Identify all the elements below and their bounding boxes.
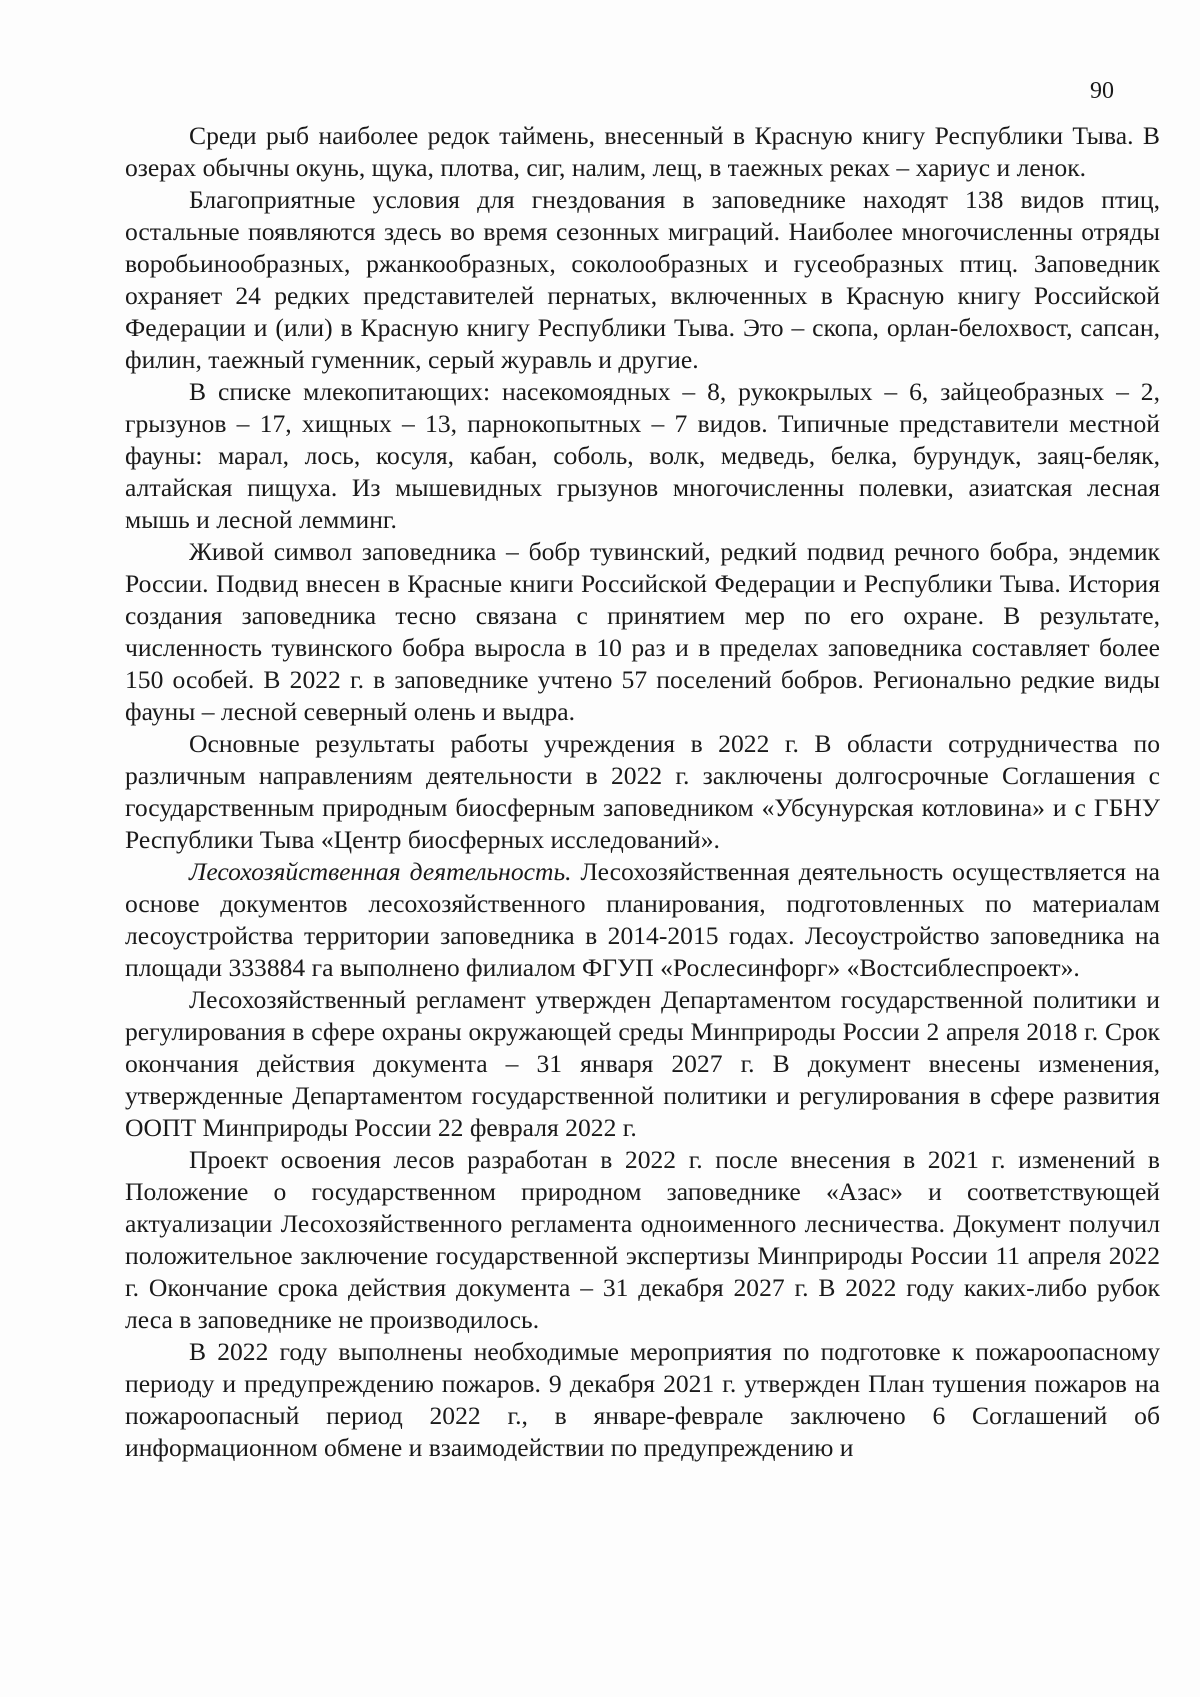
paragraph-text: Среди рыб наиболее редок таймень, внесенный в Красную книгу Республики Тыва. В озерах обычны окунь, щука, плотва, сиг, налим, лещ, в таежных реках – хариус и ленок. xyxy=(125,121,1160,182)
paragraph-results xyxy=(125,728,1160,856)
paragraph-text: Лесохозяйственный регламент утвержден Департаментом государственной политики и регулирования в сфере охраны окружающей среды Минприроды России 2 апреля 2018 г. Срок окончания действия документа – 31 января 2027 г. В документ внесены изменения, утвержденные Департаментом государственной политики и регулирования в сфере развития ООПТ Минприроды России 22 февраля 2022 г. xyxy=(125,985,1160,1142)
paragraph-text: Благоприятные условия для гнездования в заповеднике находят 138 видов птиц, остальные появляются здесь во время сезонных миграций. Наиболее многочисленны отряды воробьинообразных, ржанкообразных, соколообразных и гусеобразных птиц. Заповедник охраняет 24 редких представителей пернатых, включенных в Красную книгу Российской Федерации и (или) в Красную книгу Республики Тыва. Это – скопа, орлан-белохвост, сапсан, филин, таежный гуменник, серый журавль и другие. xyxy=(125,185,1160,374)
paragraph-text: Проект освоения лесов разработан в 2022 г. после внесения в 2021 г. изменений в Положение о государственном природном заповеднике «Азас» и соответствующей актуализации Лесохозяйственного регламента одноименного лесничества. Документ получил положительное заключение государственной экспертизы Минприроды России 11 апреля 2022 г. Окончание срока действия документа – 31 декабря 2027 г. В 2022 году каких-либо рубок леса в заповеднике не производилось. xyxy=(125,1145,1160,1334)
paragraph-birds xyxy=(125,184,1160,376)
paragraph-text: Живой символ заповедника – бобр тувинский, редкий подвид речного бобра, эндемик России. Подвид внесен в Красные книги Российской Федерации и Республики Тыва. История создания заповедника тесно связана с принятием мер по его охране. В результате, численность тувинского бобра выросла в 10 раз и в пределах заповедника составляет более 150 особей. В 2022 г. в заповеднике учтено 57 поселений бобров. Регионально редкие виды фауны – лесной северный олень и выдра. xyxy=(125,537,1160,726)
paragraph-text: Основные результаты работы учреждения в 2022 г. В области сотрудничества по различным направлениям деятельности в 2022 г. заключены долгосрочные Соглашения с государственным природным биосферным заповедником «Убсунурская котловина» и с ГБНУ Республики Тыва «Центр биосферных исследований». xyxy=(125,729,1160,854)
body-text xyxy=(125,120,1160,1464)
page-number: 90 xyxy=(1090,78,1114,104)
paragraph-text: Лесохозяйственная деятельность осуществляется на основе документов лесохозяйственного планирования, подготовленных по материалам лесоустройства территории заповедника в 2014-2015 годах. Лесоустройство заповедника на площади 333884 га выполнено филиалом ФГУП «Рослесинфорг» «Востсиблеспроект». xyxy=(125,857,1160,982)
paragraph-mammals xyxy=(125,376,1160,536)
paragraph-fire-prevention xyxy=(125,1336,1160,1464)
paragraph-fish xyxy=(125,120,1160,184)
paragraph-forestry xyxy=(125,856,1160,984)
paragraph-regulation xyxy=(125,984,1160,1144)
paragraph-text: В списке млекопитающих: насекомоядных – 8, рукокрылых – 6, зайцеобразных – 2, грызунов – 17, хищных – 13, парнокопытных – 7 видов. Типичные представители местной фауны: марал, лось, косуля, кабан, соболь, волк, медведь, белка, бурундук, заяц-беляк, алтайская пищуха. Из мышевидных грызунов многочисленны полевки, азиатская лесная мышь и лесной лемминг. xyxy=(125,377,1160,534)
paragraph-text: В 2022 году выполнены необходимые мероприятия по подготовке к пожароопасному периоду и предупреждению пожаров. 9 декабря 2021 г. утвержден План тушения пожаров на пожароопасный период 2022 г., в январе-феврале заключено 6 Соглашений об информационном обмене и взаимодействии по предупреждению и xyxy=(125,1337,1160,1462)
paragraph-lead-heading: Лесохозяйственная деятельность. xyxy=(189,857,572,886)
paragraph-forest-project xyxy=(125,1144,1160,1336)
paragraph-beaver xyxy=(125,536,1160,728)
